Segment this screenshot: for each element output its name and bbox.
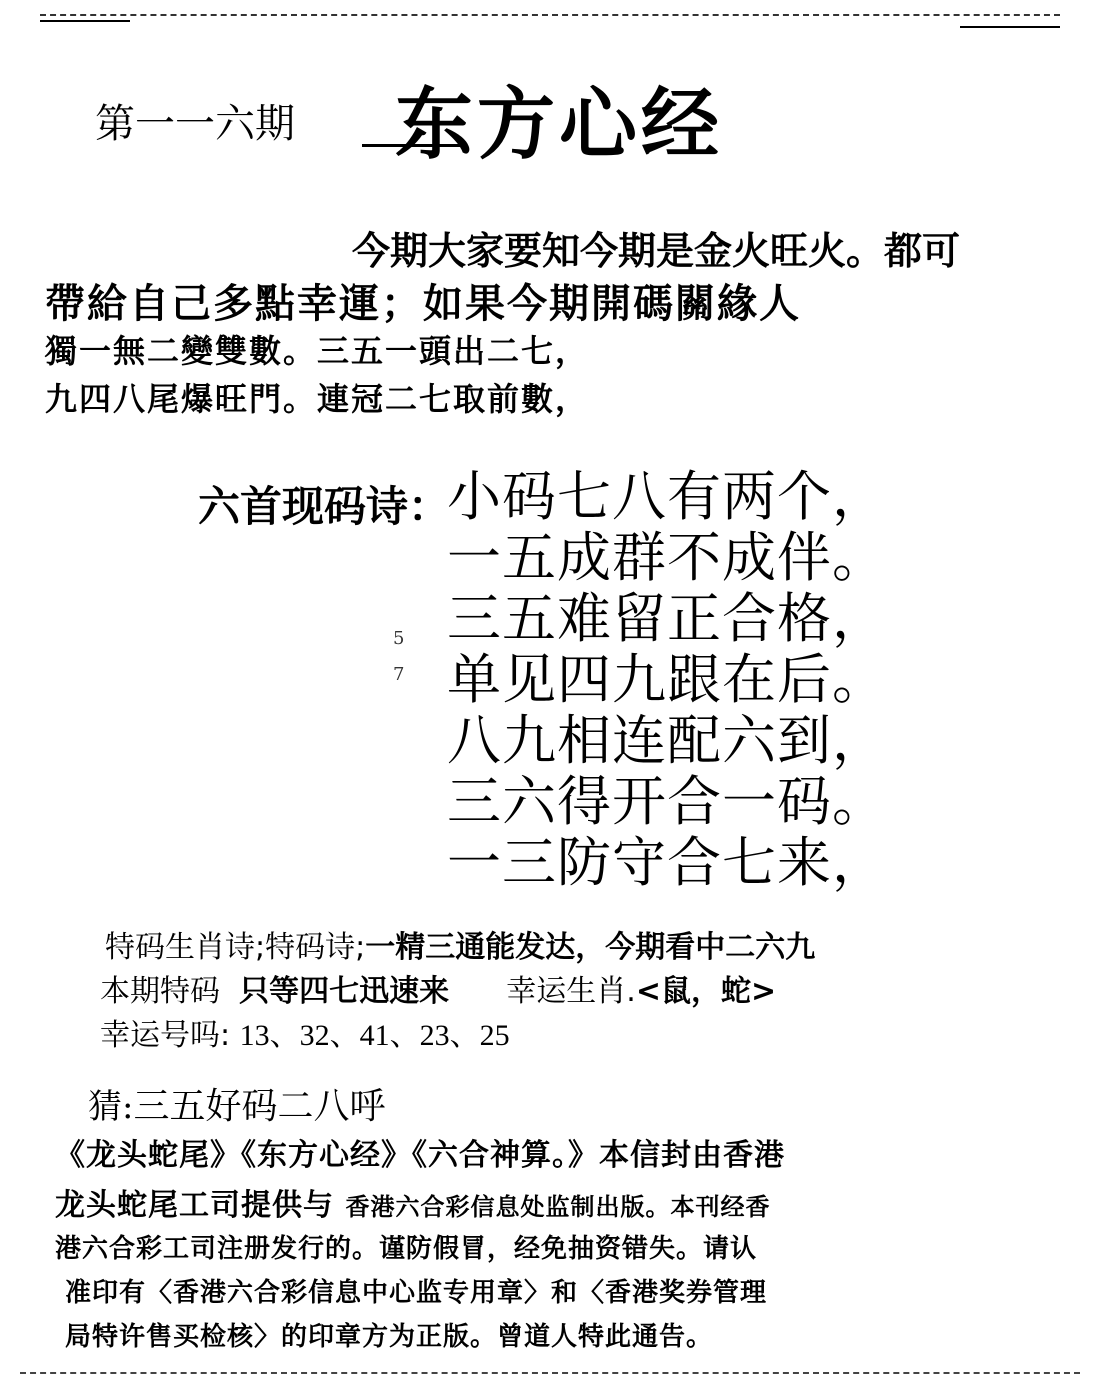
- special-code-line-2: [100, 966, 776, 1010]
- lucky-numbers: 13、32、41、23、25: [239, 1019, 510, 1052]
- lucky-numbers-line: [100, 1010, 510, 1054]
- intro-line-1: 今期大家要知今期是金火旺火。都可: [352, 229, 961, 273]
- poem-line: 一三防守合七来，: [447, 831, 887, 894]
- top-rule-right: [960, 26, 1060, 28]
- footer-line-2: [55, 1180, 770, 1224]
- intro-line-3: 獨一無二變雙數。三五一頭出二七，: [45, 332, 590, 370]
- issue-number: 第一一六期: [95, 101, 295, 147]
- footer-line-2a: 龙头蛇尾工司提供与: [55, 1188, 334, 1223]
- poem-line: 小码七八有两个，: [447, 465, 887, 528]
- top-rule-left: [40, 20, 130, 22]
- poem-line: 单见四九跟在后。: [447, 648, 887, 711]
- intro-line-2: 帶給自己多點幸運；如果今期開碼關緣人: [45, 281, 801, 327]
- special-verse-1: 一精三通能发达，今期看中二六九: [365, 930, 816, 965]
- guess-label: 猜:: [88, 1087, 134, 1127]
- guess-text: 三五好码二八呼: [133, 1086, 386, 1127]
- zodiac-label: 幸运生肖.: [506, 974, 636, 1009]
- special-label-2: 本期特码: [100, 974, 220, 1009]
- special-verse-2: 只等四七迅速来: [239, 974, 450, 1009]
- page-title: 东方心经: [395, 80, 724, 170]
- footer-line-5: 局特许售买检核〉的印章方为正版。曾道人特此通告。: [65, 1322, 714, 1352]
- poem-line: 八九相连配六到，: [447, 709, 887, 772]
- footer-line-1: 《龙头蛇尾》《东方心经》《六合神算。》本信封由香港: [55, 1138, 785, 1173]
- special-code-line-1: [105, 922, 815, 966]
- zodiac-value: <鼠，蛇>: [635, 974, 777, 1009]
- lucky-label: 幸运号吗:: [100, 1018, 231, 1053]
- top-dashed-border: [40, 14, 1060, 16]
- guess-line: [88, 1078, 385, 1129]
- poem-line: 一五成群不成伴。: [447, 526, 887, 589]
- footer-line-3: 港六合彩工司注册发行的。谨防假冒，经免抽资错失。请认: [55, 1234, 758, 1264]
- poem-line: 三五难留正合格，: [447, 587, 887, 650]
- footer-line-4: 准印有〈香港六合彩信息中心监专用章〉和〈香港奖券管理: [65, 1278, 768, 1308]
- footer-line-2b: 香港六合彩信息处监制出版。本刊经香: [345, 1193, 771, 1221]
- title-underline: [362, 144, 462, 147]
- poem-body: [447, 466, 887, 893]
- margin-mark: 5: [393, 628, 405, 649]
- margin-mark: 7: [393, 664, 405, 685]
- poem-line: 三六得开合一码。: [447, 770, 887, 833]
- intro-line-4: 九四八尾爆旺門。連冠二七取前數，: [45, 380, 590, 418]
- special-label-1: 特码生肖诗;特码诗;: [105, 930, 366, 965]
- poem-label: 六首现码诗：: [198, 482, 451, 531]
- bottom-dashed-border: [20, 1372, 1080, 1374]
